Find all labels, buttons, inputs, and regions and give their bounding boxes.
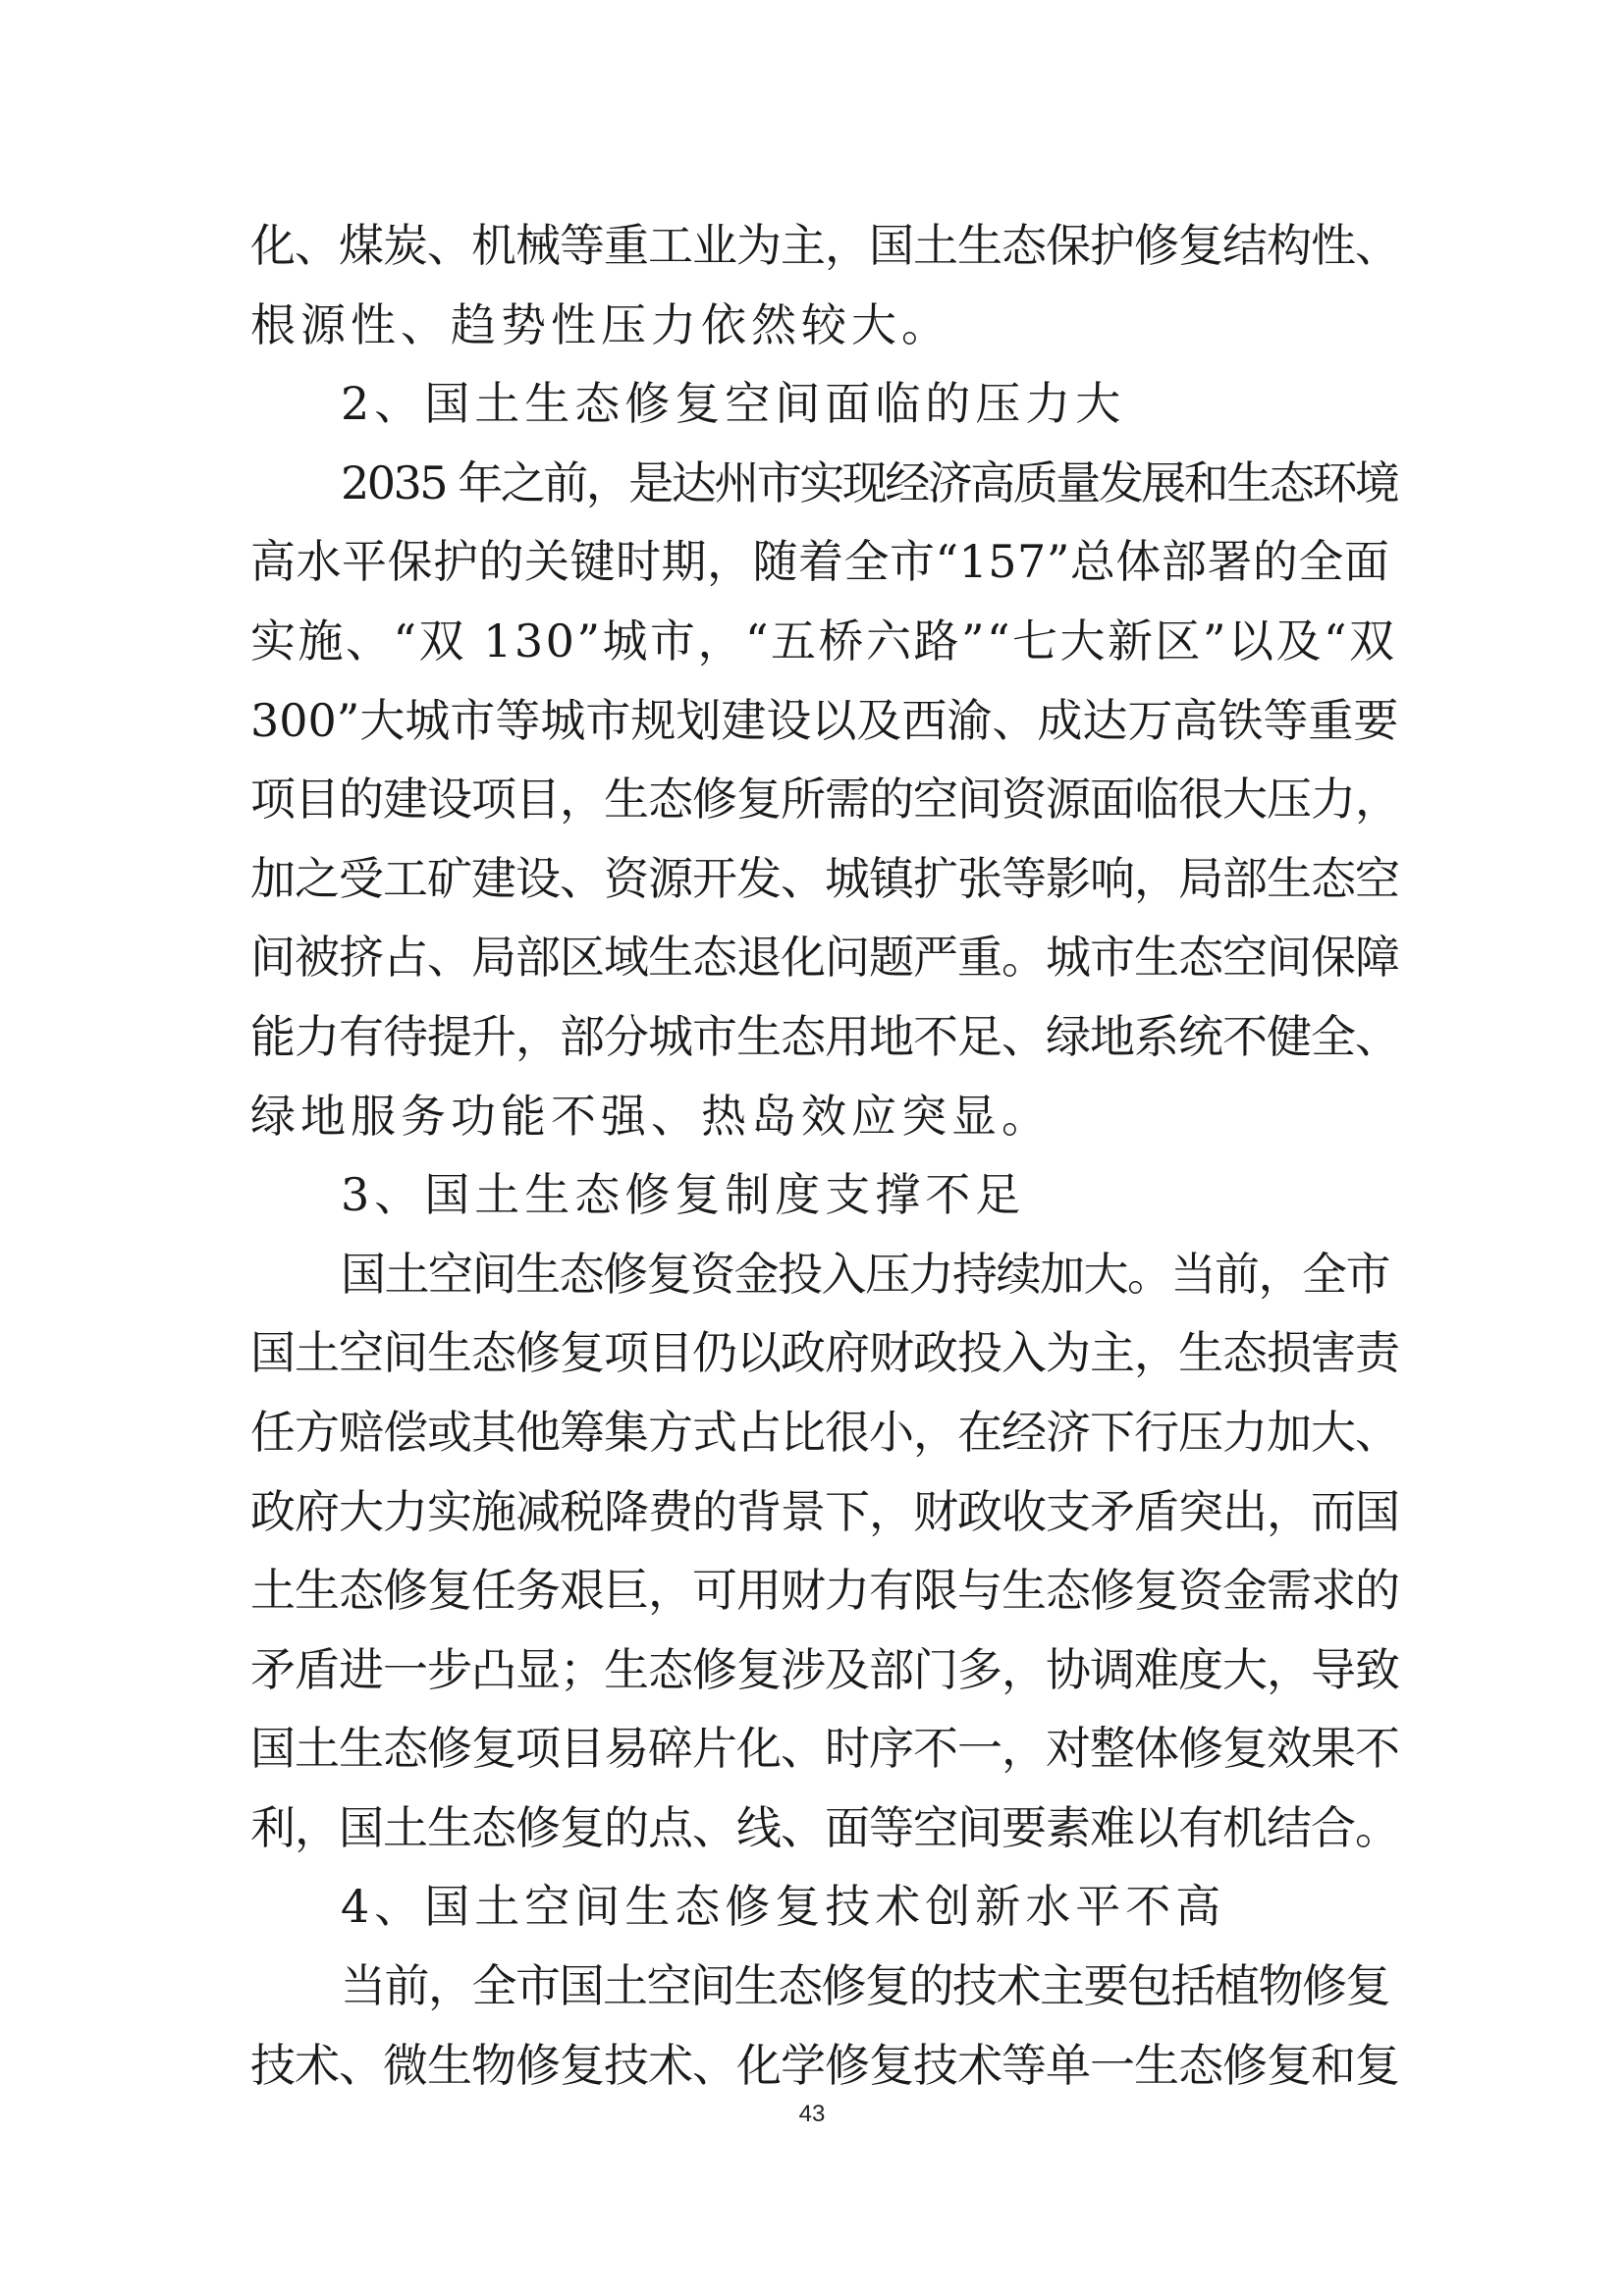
- text-line: 绿地服务功能不强、热岛效应突显。: [250, 1089, 1052, 1143]
- text-line: 实施、“双 130”城市，“五桥六路”“七大新区”以及“双: [250, 614, 1397, 667]
- text-line: 土生态修复任务艰巨，可用财力有限与生态修复资金需求的: [250, 1564, 1399, 1618]
- text-line: 矛盾进一步凸显；生态修复涉及部门多，协调难度大，导致: [250, 1642, 1399, 1696]
- text-line: 项目的建设项目，生态修复所需的空间资源面临很大压力，: [250, 773, 1399, 827]
- text-line: 能力有待提升，部分城市生态用地不足、绿地系统不健全、: [250, 1009, 1399, 1063]
- text-line: 300”大城市等城市规划建设以及西渝、成达万高铁等重要: [250, 693, 1399, 747]
- body-text: [250, 206, 1399, 2105]
- text-line: 间被挤占、局部区域生态退化问题严重。城市生态空间保障: [250, 931, 1399, 985]
- section-heading: 2、国土生态修复空间面临的压力大: [341, 377, 1126, 431]
- text-line: 国土生态修复项目易碎片化、时序不一，对整体修复效果不: [250, 1722, 1399, 1776]
- section-heading: 3、国土生态修复制度支撑不足: [341, 1168, 1026, 1222]
- text-line: 政府大力实施减税降费的背景下，财政收支矛盾突出，而国: [250, 1484, 1399, 1538]
- text-line: 技术、微生物修复技术、化学修复技术等单一生态修复和复: [250, 2038, 1399, 2092]
- text-line: 当前，全市国土空间生态修复的技术主要包括植物修复: [341, 1959, 1389, 2013]
- page-number: 43: [798, 2101, 826, 2127]
- text-line: 任方赔偿或其他筹集方式占比很小，在经济下行压力加大、: [250, 1405, 1399, 1459]
- section-heading: 4、国土空间生态修复技术创新水平不高: [341, 1880, 1226, 1934]
- text-line: 加之受工矿建设、资源开发、城镇扩张等影响，局部生态空: [250, 851, 1399, 905]
- text-line: 利，国土生态修复的点、线、面等空间要素难以有机结合。: [250, 1800, 1399, 1854]
- text-line: 国土空间生态修复资金投入压力持续加大。当前，全市: [341, 1247, 1389, 1301]
- text-line: 化、煤炭、机械等重工业为主，国土生态保护修复结构性、: [250, 219, 1399, 272]
- text-line: 2035 年之前，是达州市实现经济高质量发展和生态环境: [341, 455, 1398, 509]
- text-line: 高水平保护的关键时期，随着全市“157”总体部署的全面: [250, 535, 1390, 589]
- text-line: 国土空间生态修复项目仍以政府财政投入为主，生态损害责: [250, 1326, 1399, 1380]
- text-line: 根源性、趋势性压力依然较大。: [250, 297, 951, 351]
